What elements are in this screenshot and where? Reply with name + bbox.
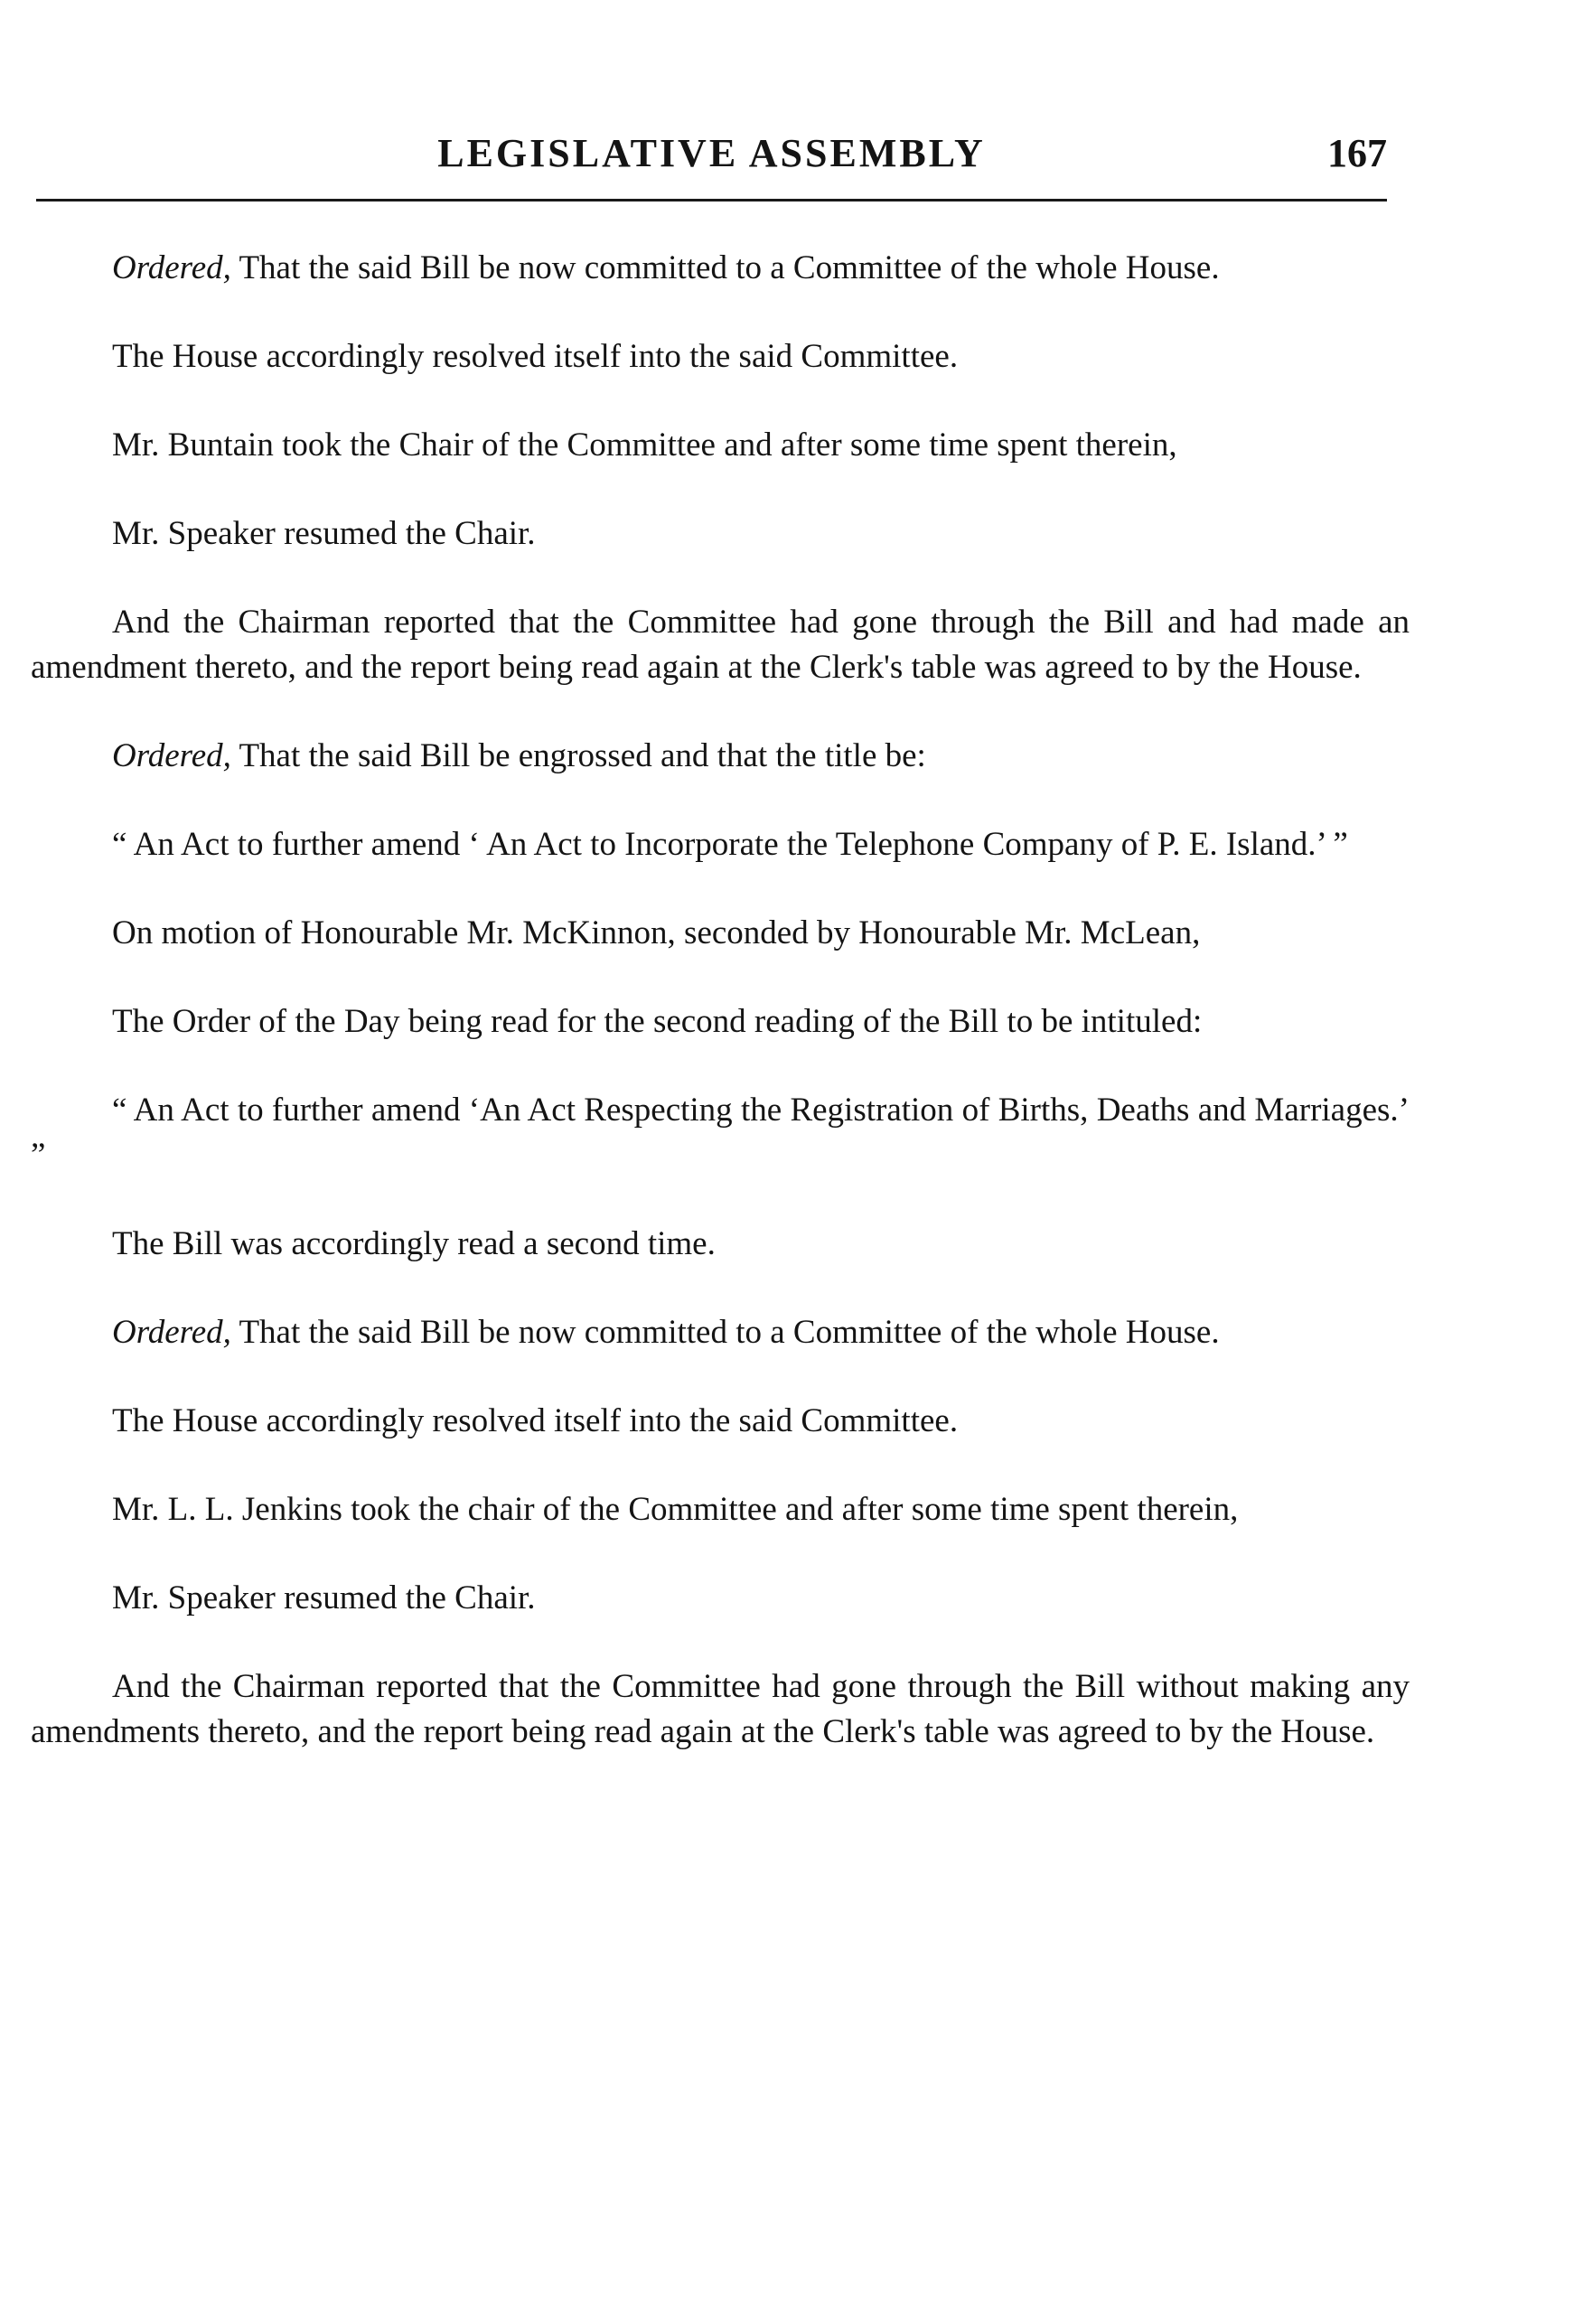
running-head-title: LEGISLATIVE ASSEMBLY xyxy=(437,131,986,175)
paragraph-text: The House accordingly resolved itself into the said Committee. xyxy=(112,1402,959,1439)
paragraph xyxy=(31,1088,1410,1178)
paragraph-text: And the Chairman reported that the Committee had gone through the Bill without making any amendments thereto, and the report being read again at the Clerk's table was agreed to by the House. xyxy=(31,1668,1410,1750)
paragraph-text: Mr. Speaker resumed the Chair. xyxy=(112,515,536,552)
paragraph xyxy=(31,1222,1410,1267)
header-rule xyxy=(36,199,1387,201)
paragraph xyxy=(31,423,1410,468)
paragraph xyxy=(31,999,1410,1045)
paragraph-text: The Order of the Day being read for the second reading of the Bill to be intituled: xyxy=(112,1003,1203,1040)
paragraph-text: And the Chairman reported that the Committee had gone through the Bill and had made an amendment thereto, and the report being read again at the Clerk's table was agreed to by the House. xyxy=(31,604,1410,686)
paragraph-text: “ An Act to further amend ‘An Act Respecting the Registration of Births, Deaths and Marriages.’ ” xyxy=(31,1092,1410,1174)
paragraph-text: “ An Act to further amend ‘ An Act to Incorporate the Telephone Company of P. E. Island.’ ” xyxy=(112,826,1348,863)
page-number: 167 xyxy=(1327,131,1387,175)
paragraph-text: That the said Bill be now committed to a Committee of the whole House. xyxy=(230,1314,1220,1351)
paragraph xyxy=(31,1576,1410,1621)
paragraph xyxy=(31,1487,1410,1532)
paragraph-lead: Ordered, xyxy=(112,1314,231,1351)
paragraph-text: Mr. Speaker resumed the Chair. xyxy=(112,1579,536,1616)
paragraph xyxy=(31,1664,1410,1755)
paragraph xyxy=(31,511,1410,557)
paragraph-lead: Ordered, xyxy=(112,249,231,286)
paragraph-text: The House accordingly resolved itself into the said Committee. xyxy=(112,338,959,375)
paragraph xyxy=(31,822,1410,867)
paragraph xyxy=(31,734,1410,779)
paragraph-text: That the said Bill be engrossed and that the title be: xyxy=(230,737,926,774)
paragraph-lead: Ordered, xyxy=(112,737,231,774)
paragraph xyxy=(31,600,1410,690)
page-header xyxy=(36,117,1387,192)
paragraph xyxy=(31,1399,1410,1444)
paragraph-text: That the said Bill be now committed to a Committee of the whole House. xyxy=(230,249,1220,286)
paragraph-text: On motion of Honourable Mr. McKinnon, seconded by Honourable Mr. McLean, xyxy=(112,914,1201,951)
paragraph-text: Mr. Buntain took the Chair of the Committee and after some time spent therein, xyxy=(112,426,1177,464)
paragraph xyxy=(31,334,1410,380)
paragraph xyxy=(31,246,1410,291)
paragraph xyxy=(31,911,1410,956)
paragraph-text: The Bill was accordingly read a second time. xyxy=(112,1225,716,1262)
paragraph xyxy=(31,1310,1410,1355)
paragraph-text: Mr. L. L. Jenkins took the chair of the Committee and after some time spent therein, xyxy=(112,1491,1239,1528)
body-text xyxy=(31,246,1410,1798)
